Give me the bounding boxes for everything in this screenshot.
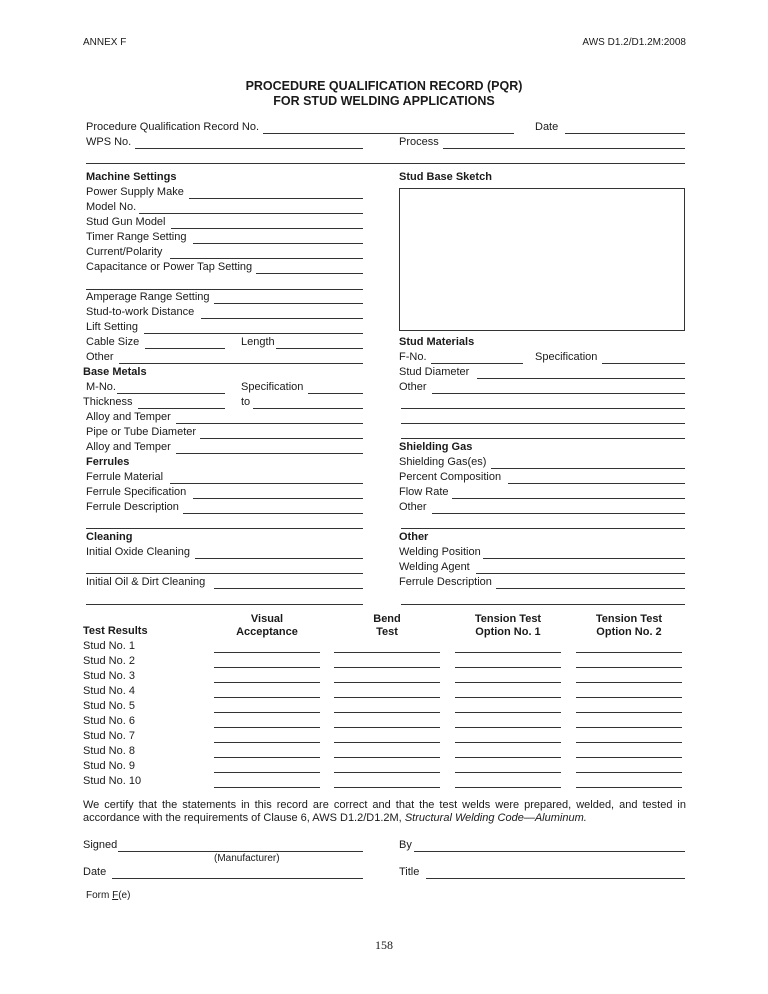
other-ferrule-desc-field[interactable] — [496, 588, 685, 589]
stud-other-field-4[interactable] — [401, 438, 685, 439]
page-subtitle: FOR STUD WELDING APPLICATIONS — [273, 94, 495, 108]
test-result-field[interactable] — [455, 742, 561, 743]
length-label: Length — [241, 336, 275, 348]
capacitance-field[interactable] — [256, 273, 363, 274]
stud-row-label: Stud No. 1 — [83, 640, 135, 652]
sign-date-field[interactable] — [112, 878, 363, 879]
stud-other-field-2[interactable] — [401, 408, 685, 409]
oxide-cleaning-label: Initial Oxide Cleaning — [86, 546, 190, 558]
ferrule-desc-label: Ferrule Description — [86, 501, 179, 513]
stud-materials-heading: Stud Materials — [399, 336, 475, 348]
other-heading: Other — [399, 531, 429, 543]
test-result-field[interactable] — [455, 667, 561, 668]
oil-cleaning-field-2[interactable] — [86, 604, 363, 605]
percent-composition-field[interactable] — [508, 483, 685, 484]
form-suffix: (e) — [118, 890, 131, 901]
power-supply-label: Power Supply Make — [86, 186, 184, 198]
test-result-field[interactable] — [334, 697, 440, 698]
capacitance-field-2[interactable] — [86, 289, 363, 290]
stud-row-label: Stud No. 7 — [83, 730, 135, 742]
ferrule-material-label: Ferrule Material — [86, 471, 164, 483]
stud-row-label: Stud No. 4 — [83, 685, 135, 697]
test-result-field[interactable] — [214, 652, 320, 653]
test-result-field[interactable] — [455, 682, 561, 683]
test-result-field[interactable] — [214, 757, 320, 758]
wps-label: WPS No. — [86, 136, 132, 148]
signed-label: Signed — [83, 839, 118, 851]
model-field[interactable] — [139, 213, 363, 214]
machine-settings-heading: Machine Settings — [86, 171, 177, 183]
oxide-cleaning-field[interactable] — [195, 558, 363, 559]
lift-label: Lift Setting — [86, 321, 138, 333]
oil-cleaning-label: Initial Oil & Dirt Cleaning — [86, 576, 206, 588]
ferrule-spec-label: Ferrule Specification — [86, 486, 187, 498]
welding-agent-label: Welding Agent — [399, 561, 470, 573]
cable-size-label: Cable Size — [86, 336, 140, 348]
gas-other-field-2[interactable] — [401, 528, 685, 529]
alloy-temper-2-label: Alloy and Temper — [86, 441, 171, 453]
top-separator-line — [86, 163, 685, 164]
capacitance-label: Capacitance or Power Tap Setting — [86, 261, 253, 273]
shielding-gas-heading: Shielding Gas — [399, 441, 473, 453]
test-result-field[interactable] — [334, 652, 440, 653]
test-results-heading: Test Results — [83, 625, 148, 637]
certification-text: We certify that the statements in this record are correct and that the test welds were prepared, welded, and tested in accordance with the requirements of Clause 6, AWS D1.2/D1.2M, — [83, 799, 686, 824]
pipe-diameter-field[interactable] — [200, 438, 363, 439]
form-letter: F — [112, 890, 119, 901]
test-result-field[interactable] — [214, 787, 320, 788]
test-result-field[interactable] — [334, 712, 440, 713]
f-no-field[interactable] — [431, 363, 523, 364]
welding-position-label: Welding Position — [399, 546, 481, 558]
sign-date-label: Date — [83, 866, 107, 878]
current-label: Current/Polarity — [86, 246, 163, 258]
test-result-field[interactable] — [576, 787, 682, 788]
col-visual-line1: Visual — [250, 613, 284, 625]
gas-other-field[interactable] — [432, 513, 685, 514]
title-label: Title — [399, 866, 420, 878]
test-result-field[interactable] — [576, 727, 682, 728]
ferrule-material-field[interactable] — [170, 483, 363, 484]
col-bend-line2: Test — [376, 626, 398, 638]
title-field[interactable] — [426, 878, 685, 879]
test-result-field[interactable] — [334, 787, 440, 788]
model-label: Model No. — [86, 201, 137, 213]
gas-other-label: Other — [399, 501, 427, 513]
amperage-field[interactable] — [214, 303, 363, 304]
cable-size-field[interactable] — [145, 348, 225, 349]
col-bend-line1: Bend — [373, 613, 401, 625]
test-result-field[interactable] — [214, 712, 320, 713]
test-result-field[interactable] — [576, 697, 682, 698]
ferrules-heading: Ferrules — [86, 456, 130, 468]
timer-field[interactable] — [193, 243, 363, 244]
test-result-field[interactable] — [334, 772, 440, 773]
cleaning-heading: Cleaning — [86, 531, 133, 543]
stud-to-work-field[interactable] — [201, 318, 363, 319]
test-result-field[interactable] — [214, 727, 320, 728]
stud-row-label: Stud No. 10 — [83, 775, 142, 787]
stud-spec-label: Specification — [535, 351, 598, 363]
form-id — [86, 889, 130, 902]
page-title: PROCEDURE QUALIFICATION RECORD (PQR) — [245, 79, 523, 93]
test-result-field[interactable] — [214, 742, 320, 743]
by-field[interactable] — [414, 851, 685, 852]
test-result-field[interactable] — [455, 787, 561, 788]
stud-spec-field[interactable] — [602, 363, 685, 364]
f-no-label: F-No. — [399, 351, 427, 363]
stud-diameter-field[interactable] — [477, 378, 685, 379]
by-label: By — [399, 839, 412, 851]
flow-rate-field[interactable] — [452, 498, 685, 499]
test-result-field[interactable] — [576, 757, 682, 758]
welding-position-field[interactable] — [483, 558, 685, 559]
timer-label: Timer Range Setting — [86, 231, 187, 243]
test-result-field[interactable] — [455, 772, 561, 773]
amperage-label: Amperage Range Setting — [86, 291, 210, 303]
test-result-field[interactable] — [576, 667, 682, 668]
test-result-field[interactable] — [576, 742, 682, 743]
flow-rate-label: Flow Rate — [399, 486, 449, 498]
alloy-temper-field[interactable] — [176, 423, 363, 424]
test-result-field[interactable] — [334, 757, 440, 758]
date-label: Date — [535, 121, 559, 133]
alloy-temper-2-field[interactable] — [176, 453, 363, 454]
base-spec-field[interactable] — [308, 393, 363, 394]
pqr-field[interactable] — [263, 133, 514, 134]
thickness-label: Thickness — [83, 396, 133, 408]
standard-code: AWS D1.2/D1.2M:2008 — [582, 37, 686, 48]
wps-field[interactable] — [135, 148, 363, 149]
oil-cleaning-field[interactable] — [214, 588, 363, 589]
welding-agent-field[interactable] — [476, 573, 685, 574]
percent-composition-label: Percent Composition — [399, 471, 502, 483]
ferrule-desc-field[interactable] — [183, 513, 363, 514]
ferrule-spec-field[interactable] — [193, 498, 363, 499]
stud-base-sketch-heading: Stud Base Sketch — [399, 171, 492, 183]
process-label: Process — [399, 136, 439, 148]
ferrule-desc-field-2[interactable] — [86, 528, 363, 529]
machine-other-field[interactable] — [119, 363, 363, 364]
stud-row-label: Stud No. 3 — [83, 670, 135, 682]
stud-row-label: Stud No. 8 — [83, 745, 135, 757]
m-no-label: M-No. — [86, 381, 116, 393]
process-field[interactable] — [443, 148, 685, 149]
test-result-field[interactable] — [576, 712, 682, 713]
other-ferrule-desc-label: Ferrule Description — [399, 576, 492, 588]
test-result-field[interactable] — [334, 667, 440, 668]
stud-other-field-3[interactable] — [401, 423, 685, 424]
stud-other-label: Other — [399, 381, 427, 393]
test-result-field[interactable] — [334, 682, 440, 683]
shielding-gases-field[interactable] — [491, 468, 685, 469]
col-tension1-line2: Option No. 1 — [475, 626, 541, 638]
manufacturer-caption: (Manufacturer) — [214, 853, 280, 864]
form-prefix: Form — [86, 890, 113, 901]
stud-to-work-label: Stud-to-work Distance — [86, 306, 195, 318]
test-result-field[interactable] — [455, 652, 561, 653]
stud-row-label: Stud No. 2 — [83, 655, 135, 667]
shielding-gases-label: Shielding Gas(es) — [399, 456, 487, 468]
stud-diameter-label: Stud Diameter — [399, 366, 470, 378]
alloy-temper-label: Alloy and Temper — [86, 411, 171, 423]
to-label: to — [241, 396, 251, 408]
col-tension2-line2: Option No. 2 — [596, 626, 662, 638]
col-tension1-line1: Tension Test — [474, 613, 542, 625]
base-spec-label: Specification — [241, 381, 304, 393]
pqr-label: Procedure Qualification Record No. — [86, 121, 260, 133]
stud-gun-field[interactable] — [171, 228, 363, 229]
test-result-field[interactable] — [214, 682, 320, 683]
test-result-field[interactable] — [455, 697, 561, 698]
stud-row-label: Stud No. 5 — [83, 700, 135, 712]
test-result-field[interactable] — [576, 772, 682, 773]
test-result-field[interactable] — [455, 712, 561, 713]
stud-gun-label: Stud Gun Model — [86, 216, 166, 228]
col-tension2-line1: Tension Test — [595, 613, 663, 625]
test-result-field[interactable] — [576, 682, 682, 683]
thickness-field[interactable] — [138, 408, 225, 409]
length-field[interactable] — [276, 348, 363, 349]
test-result-field[interactable] — [334, 727, 440, 728]
test-result-field[interactable] — [455, 727, 561, 728]
certification-code-title: Structural Welding Code—Aluminum. — [404, 811, 587, 824]
power-supply-field[interactable] — [189, 198, 363, 199]
m-no-field[interactable] — [117, 393, 225, 394]
pipe-diameter-label: Pipe or Tube Diameter — [86, 426, 197, 438]
stud-base-sketch-box[interactable] — [399, 188, 685, 331]
certification-statement — [83, 799, 686, 824]
date-field[interactable] — [565, 133, 685, 134]
test-result-field[interactable] — [214, 697, 320, 698]
stud-row-label: Stud No. 6 — [83, 715, 135, 727]
other-ferrule-desc-field-2[interactable] — [401, 604, 685, 605]
col-visual-line2: Acceptance — [236, 626, 298, 638]
test-result-field[interactable] — [334, 742, 440, 743]
lift-field[interactable] — [144, 333, 363, 334]
machine-other-label: Other — [86, 351, 114, 363]
test-result-field[interactable] — [576, 652, 682, 653]
test-result-field[interactable] — [455, 757, 561, 758]
page-number: 158 — [375, 938, 393, 952]
oxide-cleaning-field-2[interactable] — [86, 573, 363, 574]
stud-other-field[interactable] — [432, 393, 685, 394]
thickness-to-field[interactable] — [253, 408, 363, 409]
current-field[interactable] — [170, 258, 363, 259]
base-metals-heading: Base Metals — [83, 366, 147, 378]
annex-label: ANNEX F — [83, 37, 127, 48]
test-result-field[interactable] — [214, 667, 320, 668]
stud-row-label: Stud No. 9 — [83, 760, 135, 772]
test-result-field[interactable] — [214, 772, 320, 773]
